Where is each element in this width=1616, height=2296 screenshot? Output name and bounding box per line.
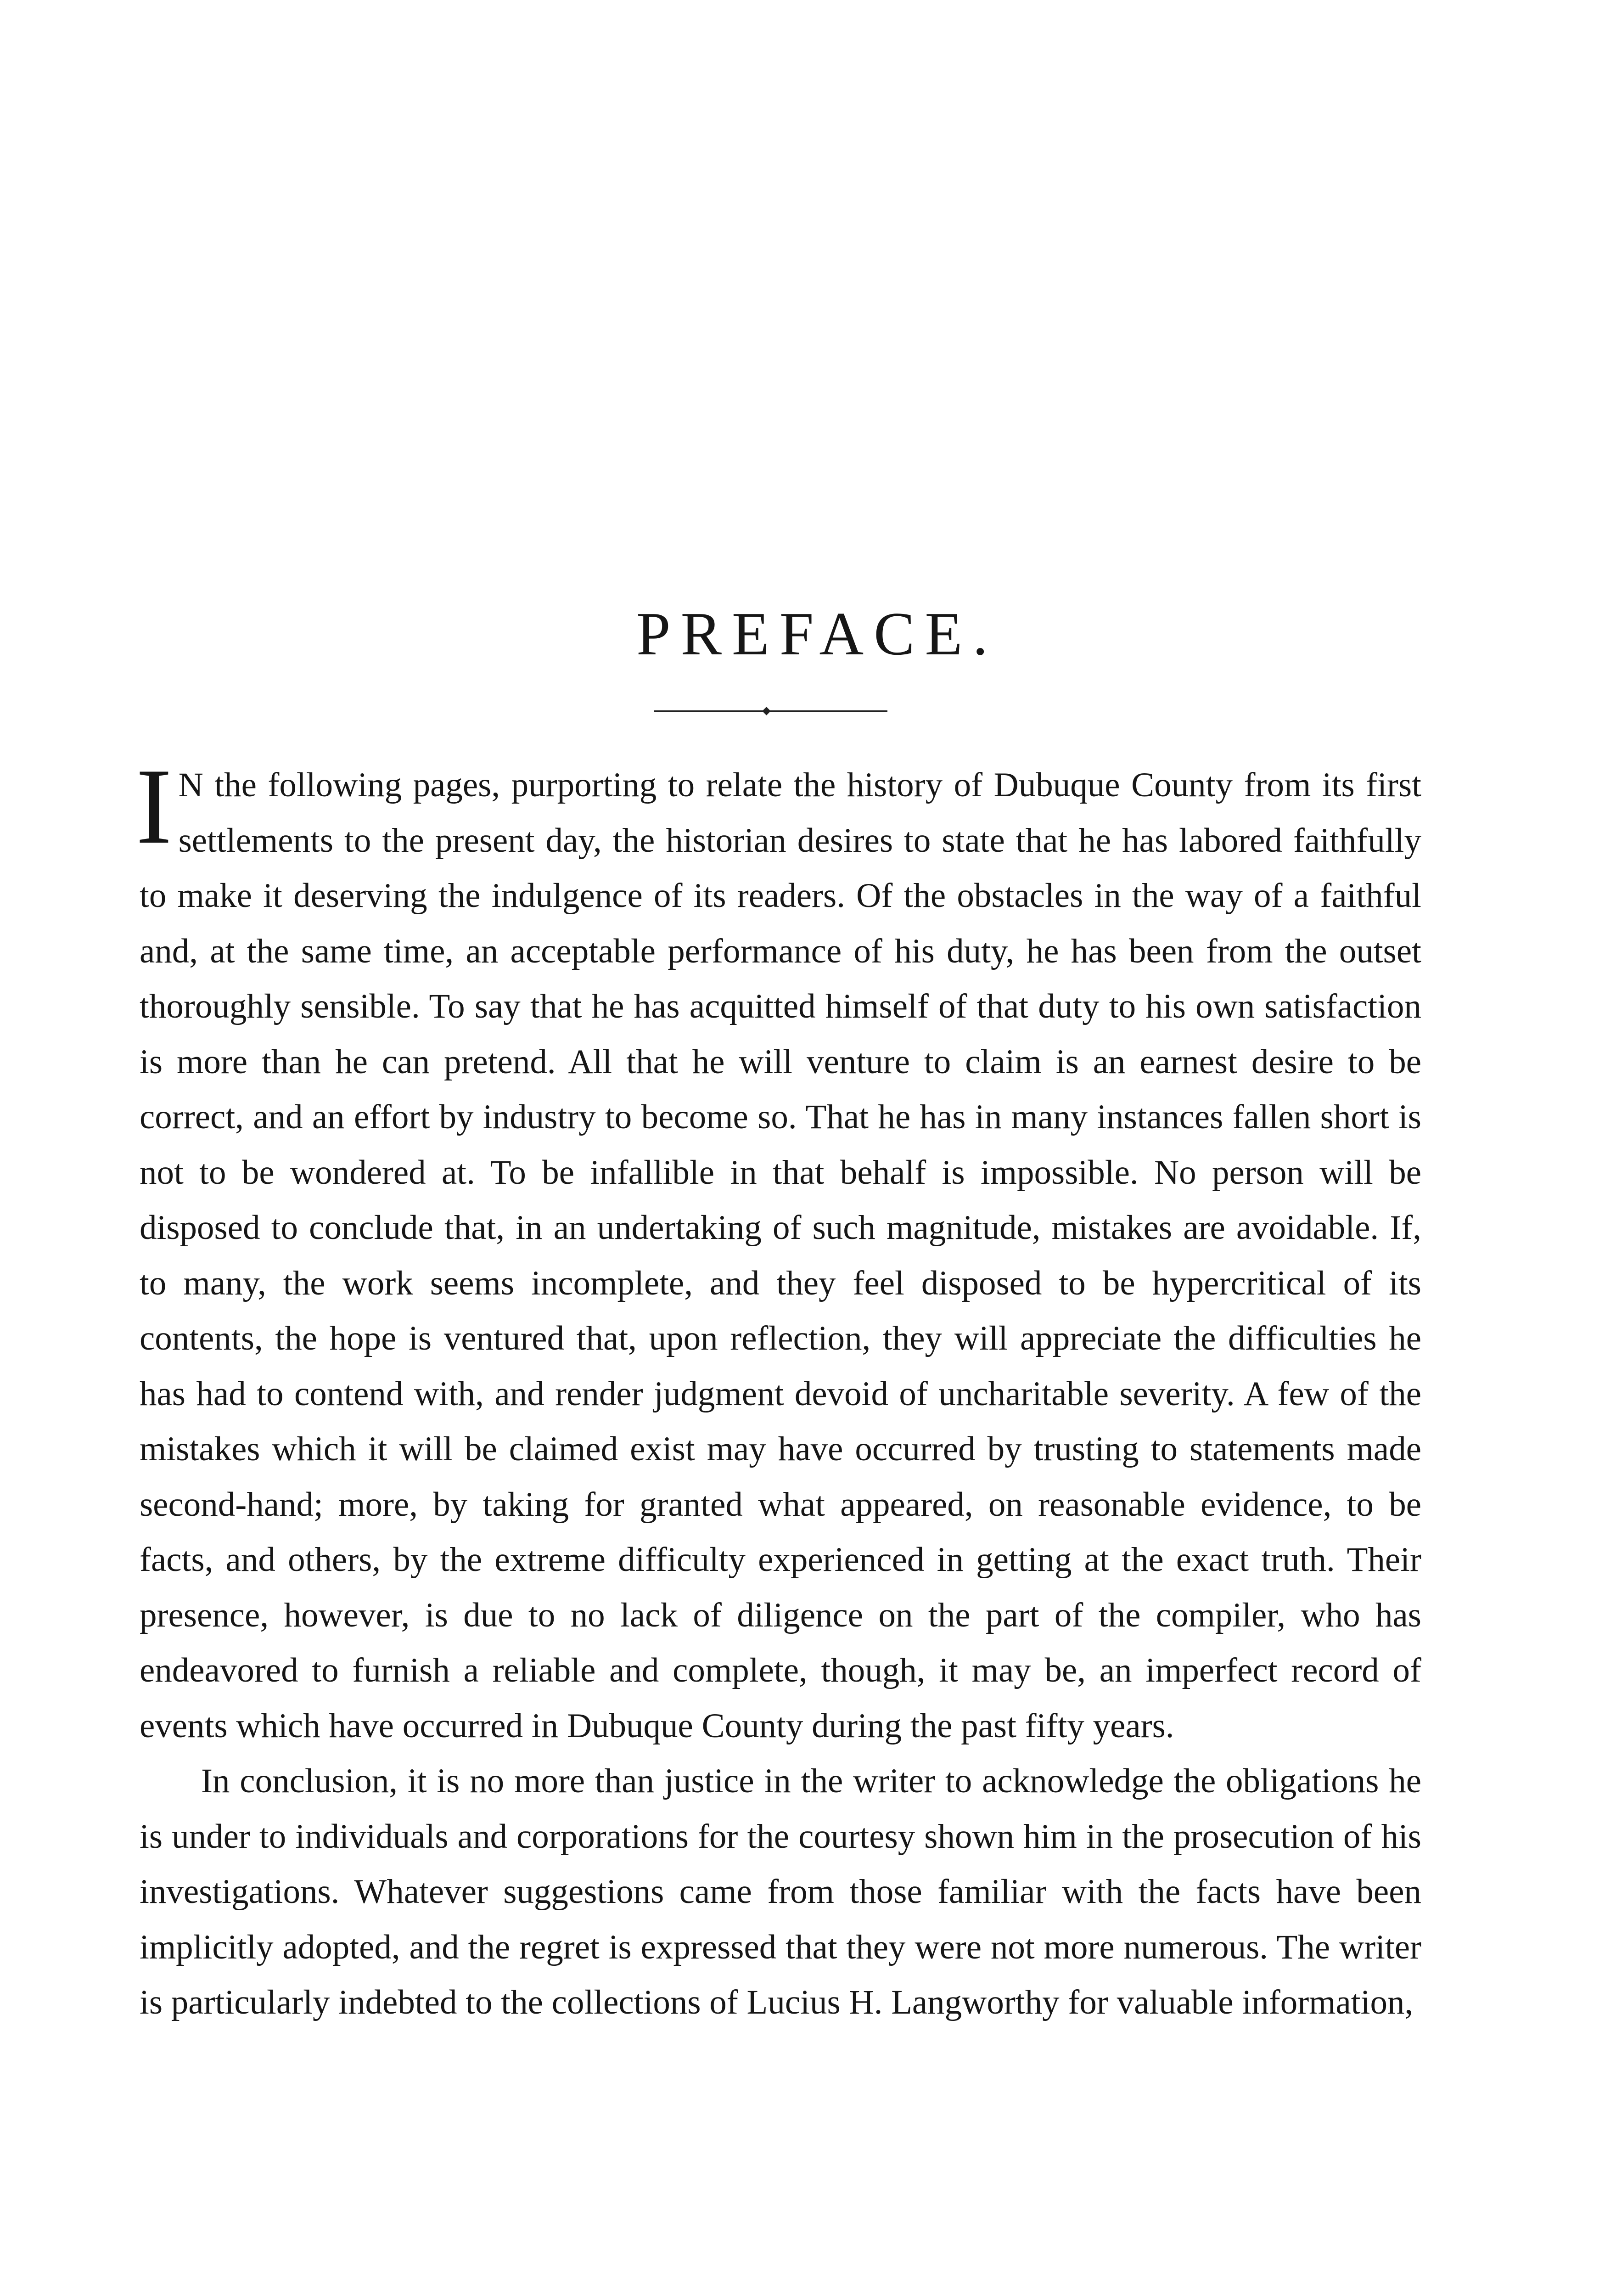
preface-paragraph-1: IN the following pages, purporting to relate the history of Dubuque County from its first settlements to the present day, the historian desires to state that he has labored faithfully to make it deserving the indulgence of its readers. Of the obstacles in the way of a faithful and, at the same time, an acceptable performance of his duty, he has been from the outset thoroughly sensible. To say that he has acquitted himself of that duty to his own satisfaction is more than he can pretend. All that he will venture to claim is an earnest desire to be correct, and an effort by industry to become so. That he has in many instances fallen short is not to be wondered at. To be infallible in that behalf is impossible. No person will be disposed to conclude that, in an undertaking of such magnitude, mistakes are avoidable. If, to many, the work seems incomplete, and they feel disposed to be hypercritical of its contents, the hope is ventured that, upon reflection, they will appreciate the difficulties he has had to contend with, and render judgment devoid of uncharitable severity. A few of the mistakes which it will be claimed exist may have occurred by trusting to statements made second-hand; more, by taking for granted what appeared, on reasonable evidence, to be facts, and others, by the extreme difficulty experienced in getting at the exact truth. Their presence, however, is due to no lack of diligence on the part of the compiler, who has endeavored to furnish a reliable and complete, though, it may be, an imperfect record of events which have occurred in Dubuque County during the past fifty years. [136,747,1421,1745]
preface-body [136,747,1421,2031]
page-title: PREFACE. [636,600,998,668]
preface-paragraph-2: In conclusion, it is no more than justice in the writer to acknowledge the obligations he is under to individuals and corporations for the courtesy shown him in the prosecution of his investigations. Whatever suggestions came from those familiar with the facts have been implicitly adopted, and the regret is expressed that they were not more numerous. The writer is particularly indebted to the collections of Lucius H. Langworthy for valuable information, [140,1762,1421,2021]
ornament-line [654,710,887,712]
title-ornament-rule [654,707,887,715]
ornament-diamond-icon [762,707,770,715]
